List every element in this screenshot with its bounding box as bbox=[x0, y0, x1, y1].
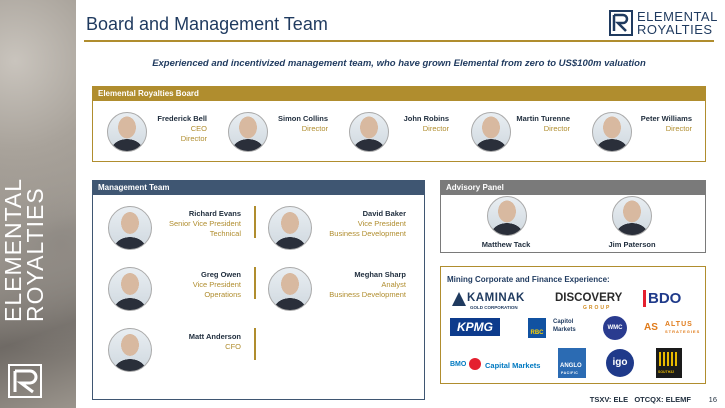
anglo-pacific-sub: PACIFIC bbox=[561, 371, 579, 375]
advisory-photo-matthew-tack bbox=[487, 196, 527, 236]
board-name-simon-collins: Simon Collins bbox=[277, 114, 328, 123]
page-title: Board and Management Team bbox=[86, 14, 328, 34]
altus-logo-mark: AS bbox=[644, 322, 658, 333]
kaminak-logo-text: KAMINAK bbox=[467, 292, 525, 304]
board-role-john-robins: Director bbox=[422, 124, 449, 133]
advisory-name-jim-paterson: Jim Paterson bbox=[608, 240, 656, 249]
altus-logo-text: ALTUS bbox=[665, 321, 693, 328]
discovery-logo-text: DISCOVERY bbox=[555, 292, 623, 304]
mgmt-divider bbox=[254, 328, 256, 360]
board-role-martin-turenne: Director bbox=[543, 124, 570, 133]
advisory-name-matthew-tack: Matthew Tack bbox=[481, 240, 531, 249]
logo-line-2: ROYALTIES bbox=[637, 22, 713, 37]
mgmt-photo-meghan-sharp bbox=[268, 267, 312, 311]
kaminak-mark-icon bbox=[452, 292, 466, 306]
mgmt-role-david-baker: Vice President bbox=[357, 219, 406, 228]
board-name-peter-williams: Peter Williams bbox=[640, 114, 692, 123]
kpmg-logo: KPMG bbox=[450, 318, 500, 336]
footer-tickers: TSXV: ELE OTCQX: ELEMF bbox=[589, 395, 691, 404]
board-name-frederick-bell: Frederick Bell bbox=[157, 114, 207, 123]
mgmt-photo-greg-owen bbox=[108, 267, 152, 311]
brand-logo bbox=[609, 8, 718, 38]
brand-mark-icon bbox=[609, 10, 633, 36]
brand-logo-text bbox=[637, 10, 718, 36]
mgmt-name-greg-owen: Greg Owen bbox=[200, 270, 241, 279]
advisory-heading: Advisory Panel bbox=[440, 180, 706, 195]
board-role-peter-williams: Director bbox=[665, 124, 692, 133]
logo-line-1: ELEMENTAL bbox=[637, 9, 718, 24]
board-name-martin-turenne: Martin Turenne bbox=[516, 114, 570, 123]
igo-logo: igo bbox=[606, 349, 634, 377]
board-role-frederick-bell: CEO bbox=[190, 124, 207, 133]
mgmt-divider bbox=[254, 267, 256, 299]
side-brand-text: ELEMENTAL ROYALTIES bbox=[0, 177, 48, 322]
mining-heading: Mining Corporate and Finance Experience: bbox=[447, 275, 610, 284]
management-heading: Management Team bbox=[92, 180, 425, 195]
mgmt-photo-matt-anderson bbox=[108, 328, 152, 372]
mgmt-name-david-baker: David Baker bbox=[362, 209, 406, 218]
advisory-photo-jim-paterson bbox=[612, 196, 652, 236]
rbc-logo-mark: RBC bbox=[528, 318, 546, 338]
mgmt-name-matt-anderson: Matt Anderson bbox=[188, 332, 241, 341]
altus-logo-sub: STRATEGIES bbox=[665, 329, 701, 334]
board-name-john-robins: John Robins bbox=[403, 114, 449, 123]
rbc-logo-text: Capitol Markets bbox=[553, 319, 576, 333]
bdo-logo: BDO bbox=[643, 290, 681, 307]
mgmt-role-meghan-sharp: Analyst bbox=[381, 280, 406, 289]
tagline: Experienced and incentivized management team, who have grown Elemental from zero to US$100m valuation bbox=[152, 58, 646, 69]
anglo-pacific-text: ANGLO bbox=[560, 363, 582, 369]
bmo-logo-text: BMO bbox=[450, 361, 467, 368]
mgmt-photo-david-baker bbox=[268, 206, 312, 250]
south32-mark-icon bbox=[659, 352, 679, 366]
wmc-logo: WMC bbox=[603, 316, 627, 340]
mgmt-photo-richard-evans bbox=[108, 206, 152, 250]
board-role-simon-collins: Director bbox=[301, 124, 328, 133]
mgmt-role2-david-baker: Business Development bbox=[329, 229, 406, 238]
discovery-logo-sub: GROUP bbox=[583, 305, 612, 311]
board-heading: Elemental Royalties Board bbox=[92, 86, 706, 101]
bmo-cm-text: Capital Markets bbox=[485, 361, 541, 370]
mgmt-role-richard-evans: Senior Vice President bbox=[169, 219, 241, 228]
mgmt-role2-richard-evans: Technical bbox=[209, 229, 241, 238]
mgmt-role2-greg-owen: Operations bbox=[204, 290, 241, 299]
mgmt-name-meghan-sharp: Meghan Sharp bbox=[354, 270, 406, 279]
board-role2-frederick-bell: Director bbox=[180, 134, 207, 143]
mgmt-divider bbox=[254, 206, 256, 238]
side-rock-panel bbox=[0, 0, 76, 408]
title-divider bbox=[84, 40, 714, 42]
mgmt-name-richard-evans: Richard Evans bbox=[188, 209, 241, 218]
brand-mark-icon bbox=[8, 364, 42, 398]
bmo-roundel-icon bbox=[469, 358, 481, 370]
south32-text: SOUTH32 bbox=[658, 370, 675, 374]
mgmt-role-greg-owen: Vice President bbox=[192, 280, 241, 289]
kaminak-logo-sub: GOLD CORPORATION bbox=[470, 305, 518, 310]
mgmt-role-matt-anderson: CFO bbox=[225, 342, 241, 351]
mgmt-role2-meghan-sharp: Business Development bbox=[329, 290, 406, 299]
page-number: 16 bbox=[708, 395, 717, 404]
